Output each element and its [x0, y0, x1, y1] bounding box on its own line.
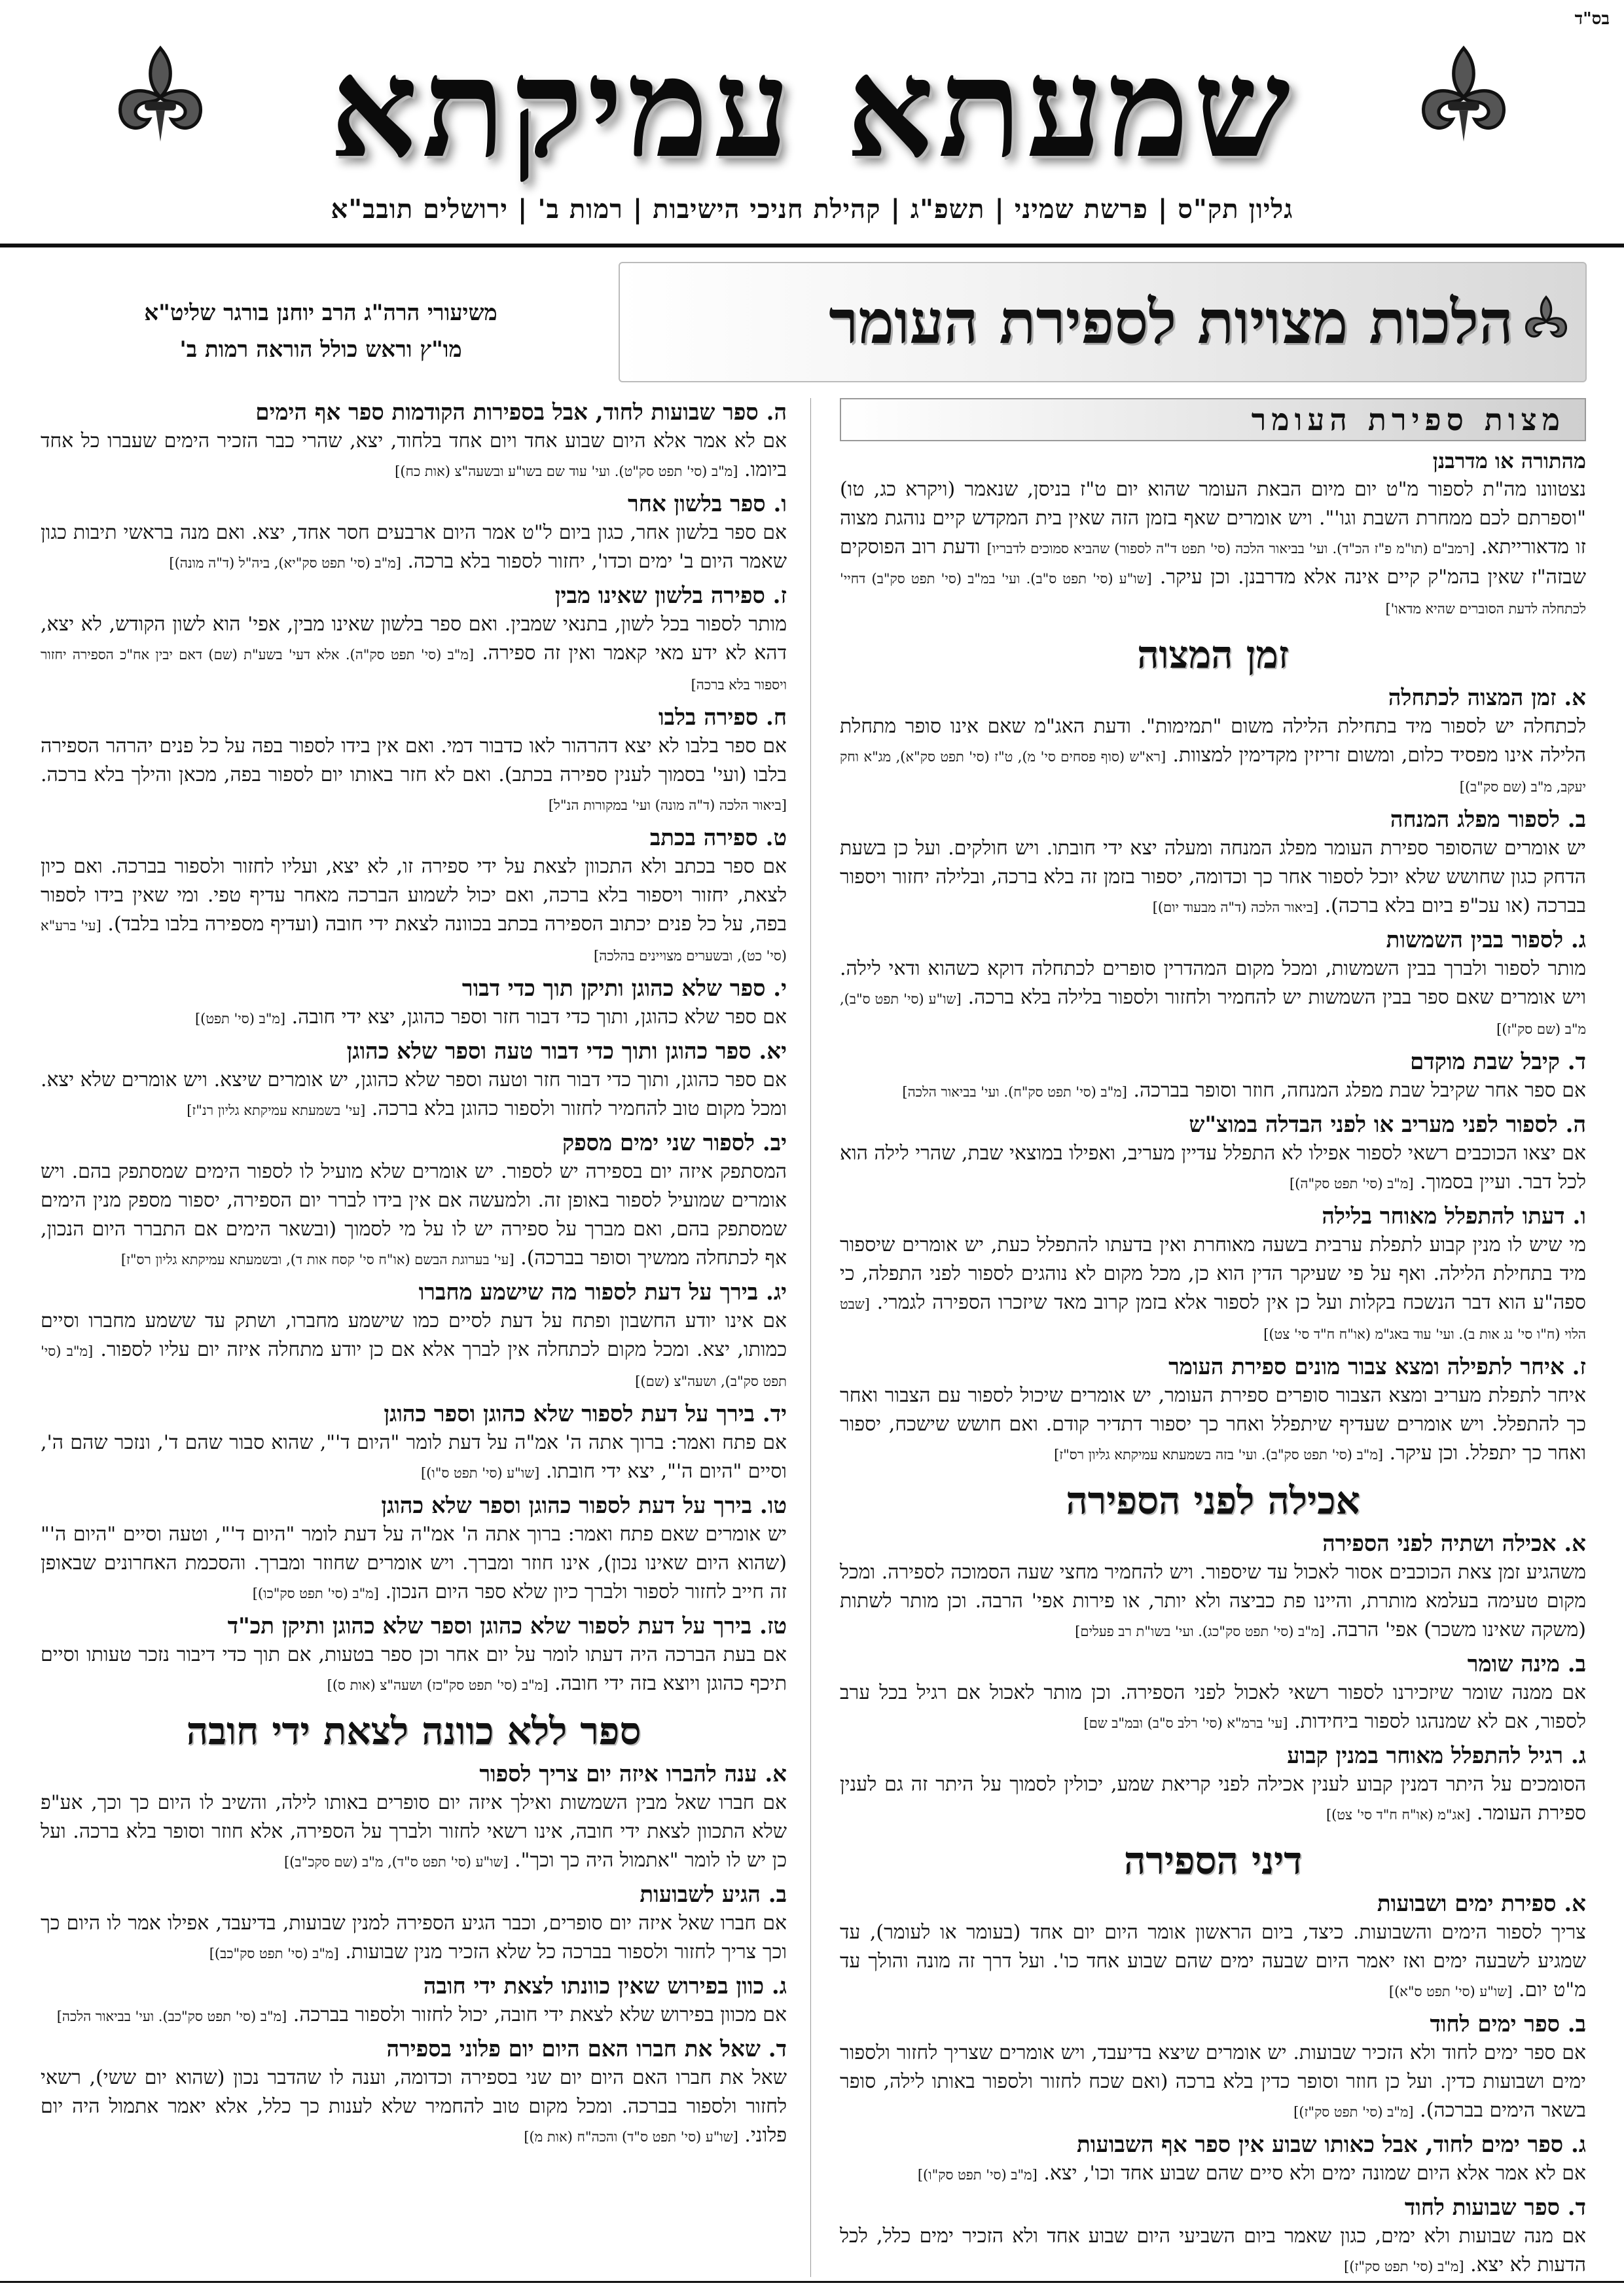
halacha-item: [840, 2130, 1586, 2189]
item-heading: א. ענה להברו איזה יום צריך לספור: [479, 1761, 787, 1787]
source-note: [שו"ע (סי' תפט ס"ד) והכה"ח (אות מ)]: [524, 2129, 738, 2145]
halacha-item: [41, 703, 787, 820]
item-heading: יב. לספור שני ימים מספק: [562, 1130, 787, 1156]
item-text: אם ספר אחר שקיבל שבת מפלג המנחה, חוזר וסופר בברכה.: [1133, 1079, 1586, 1102]
item-heading: ג. רגיל להתפלל מאוחר במנין קבוע: [1287, 1743, 1586, 1769]
source-note: [ביאור הלכה (ד"ה מבעוד יום)]: [1152, 900, 1319, 915]
source-note: [מ"ב (סי' תפט סק"כב). ועי' בביאור הלכה]: [56, 2009, 287, 2024]
item-heading: ד. ספר שבועות לחוד: [1404, 2195, 1586, 2221]
halacha-item: [41, 1612, 787, 1700]
source-note: [מ"ב (סי' תפט)]: [194, 1011, 286, 1027]
issue-info-line: גליון תק"ס | פרשת שמיני | תשפ"ג | קהילת חניכי הישיבות | רמות ב' | ירושלים תובב"א: [331, 194, 1293, 225]
item-text: יש אומרים שאם פתח ואמר: ברוך אתה ה' אמ"ה על דעת לומר "היום ד'", וטעה וסיים "היום ה'" (שהוא היום שאינו נכון), אינו חוזר ומברך. ויש אומרים שחוזר ומברך. והסכמת האחרונים שבאופן זה חייב לחזור לספור ולברך כיון שלא ספר היום הנכון.: [41, 1523, 787, 1603]
item-heading: ג. לספור בבין השמשות: [1386, 927, 1586, 953]
footer-rule: [0, 2281, 1624, 2283]
item-text: הסומכים על היתר דמנין קבוע לענין אכילה לפני קריאת שמע, יכולין לסמוך על היתר זה גם לענין ספירת העומר.: [840, 1773, 1586, 1825]
source-note: [עי' בשמעתא עמיקתא גליון רנ"ז]: [187, 1102, 366, 1118]
item-text: אם מכוון בפירוש שלא לצאת ידי חובה, יכול לחזור ולספור בברכה.: [293, 2003, 787, 2026]
source-note: [שו"ע (סי' תפט ס"ו)]: [420, 1465, 540, 1481]
source-note: [שו"ע (סי' תפט ס"ב), מ"ב (שם סק"ז)]: [840, 991, 1586, 1037]
fleur-ornament-icon: [105, 39, 216, 151]
item-text: אם ספר בכתב ולא התכוון לצאת על ידי ספירה זו, לא יצא, ועליו לחזור ולספור בברכה. ואם כיון לצאת, יחזור ויספור בלא ברכה, ואם יכול לשמוע הברכה מאחר עדיף טפי. ומי שאין בידו לספור בפה, על כל פנים יכתוב הספירה בכתב בכוונה לצאת ידי חובה (ועדיף מספירה בלבו בלבד).: [41, 855, 787, 936]
fleur-ornament-icon: [1519, 293, 1574, 348]
halacha-item: [840, 926, 1586, 1044]
item-heading: ד. שאל את חברו האם היום יום פלוני בספירה: [386, 2036, 787, 2062]
fleur-ornament-icon: [1408, 39, 1519, 151]
item-heading: ב. הגיע לשבועות: [640, 1882, 787, 1908]
masthead: [0, 26, 1624, 190]
source-note: [עי' ברמ"א (סי' רלב ס"ב) ובמ"ב שם]: [1083, 1715, 1288, 1731]
item-text: אם חברו שאל איזה יום סופרים, וכבר הגיע הספירה למנין שבועות, בדיעבד, אפילו אמר לו היום כך וכך צריך לחזור ולספור בברכה כל שלא הזכיר מנין שבועות.: [41, 1912, 787, 1963]
source-note: [מ"ב (סי' תפט סק"כז) ושעה"צ (אות ס)]: [327, 1677, 549, 1693]
header-rule: [0, 244, 1624, 247]
item-text: אם ספר בלשון אחר, כגון ביום ל"ט אמר היום ארבעים חסר אחד, יצא. ואם מנה בראשי תיבות כגון שאמר היום ב' ימים וכדו', יחזור לספור בלא ברכה.: [41, 521, 787, 573]
source-note: [מ"ב (סי' תפט סק"ח). ועי' בביאור הלכה]: [902, 1084, 1127, 1100]
halacha-item: [41, 1972, 787, 2031]
item-heading: ו. דעתו להתפלל מאוחר בלילה: [1322, 1203, 1586, 1230]
halacha-item: [41, 1278, 787, 1396]
halacha-item: [840, 1529, 1586, 1646]
source-note: [מ"ב (סי' תפט סק"ז)]: [1344, 2259, 1464, 2274]
item-heading: י. ספר שלא כהוגן ותיקן תוך כדי דבור: [461, 975, 787, 1002]
halacha-item: [41, 490, 787, 577]
halacha-item: [840, 1353, 1586, 1469]
halacha-item: [41, 974, 787, 1033]
item-text: לכתחלה יש לספור מיד בתחילת הלילה משום "תמימות". ודעת האג"מ שאם אינו סופר מתחלת הלילה אינו מפסיד כלום, ומשום זריזין מקדימין למצוות.: [840, 715, 1586, 767]
source-note: [שו"ע (סי' תפט ס"ד), מ"ב (שם סקכ"ב)]: [284, 1854, 509, 1870]
source-note: [עי' ברע"א (סי' כט), ובשערים מצויינים בהלכה]: [41, 918, 787, 964]
source-note: [ביאור הלכה (ד"ה מונה) ועי' במקורות הנ"ל]: [548, 797, 787, 813]
item-heading: ז. איחר לתפילה ומצא צבור מונים ספירת העומר: [1168, 1354, 1586, 1380]
item-text: אם אינו יודע החשבון ופתח על דעת לסיים כמו שישמע מחברו, ושתק עד ששמע מחברו וסיים כמותו, יצא. ומכל מקום לכתחלה אין לברך אלא אם כן יודע מתחלה איזה יום עליו לספור.: [41, 1309, 787, 1361]
item-text: משהגיע זמן צאת הכוכבים אסור לאכול עד שיספור. ויש להחמיר מחצי שעה הסמוכה לספירה. ומכל מקום טעימה בעלמא מותרת, והיינו פת כביצה ולא יותר, או פירות אפי' הרבה. וכן מותר לשתות (משקה שאינו משכר) אפי' הרבה.: [840, 1561, 1586, 1641]
item-text: אם יצאו הכוכבים רשאי לספור אפילו לא התפלל עדיין מעריב, ואפילו במוצאי שבת, שהרי לילה הוא לכל דבר. ועיין בסמוך.: [840, 1142, 1586, 1194]
source-note: [מ"ב (סי' תפט סק"יא), ביה"ל (ד"ה מונה)]: [169, 555, 401, 571]
source-note: [שו"ע (סי' תפט ס"א)]: [1388, 1984, 1513, 1999]
halacha-item: [840, 805, 1586, 922]
source-note: [שבט הלוי (ח"ו סי' נג אות ב). ועי' עוד באג"מ (או"ח ח"ד סי' צט)]: [840, 1296, 1586, 1342]
item-heading: ג. ספר ימים לחוד, אבל כאותו שבוע אין ספר אף השבועות: [1077, 2132, 1586, 2158]
intro-heading: מהתורה או מדרבנן: [1432, 448, 1586, 473]
halacha-item: [41, 398, 787, 486]
halacha-item: [41, 1760, 787, 1876]
halacha-item: [840, 2193, 1586, 2277]
source-note: [מ"ב (סי' תפט סק"כב)]: [209, 1946, 339, 1961]
byline-role: מו"ץ וראש כולל הוראה רמות ב': [179, 337, 462, 363]
source-note: [מ"ב (סי' תפט סק"ז)]: [1293, 2104, 1414, 2120]
item-text: אם לא אמר אלא היום שבוע אחד ויום אחד בלחוד, יצא, שהרי כבר הזכיר הימים שעברו כל אחד ביומו.: [41, 429, 787, 481]
item-text: צריך לספור הימים והשבועות. כיצד, ביום הראשון אומר היום יום אחד (בעומר או לעומר), עד שמגיע לשבעה ימים ואז יאמר היום שבעה ימים שהם שבוע אחד כו'. ועל דרך זה מונה והולך עד מ"ט יום.: [840, 1921, 1586, 2001]
item-heading: יד. בירך על דעת לספור שלא כהוגן וספר כהוגן: [384, 1401, 787, 1427]
source-note: [עי' בערוגת הבשם (או"ח סי' קסח אות ד), ובשמעתא עמיקתא גליון רס"ז]: [120, 1252, 514, 1267]
halacha-item: [41, 824, 787, 970]
item-text: אם חברו שאל מבין השמשות ואילך איזה יום סופרים באותו לילה, והשיב לו היום כך וכך, אע"פ שלא התכוון לצאת ידי חובה, אינו רשאי לחזור ולברך על הספירה, אלא חוזר וסופר בלא ברכה. ועל כן יש לו לומר "אתמול היה כך וכך".: [41, 1791, 787, 1872]
item-heading: יא. ספר כהוגן ותוך כדי דבור טעה וספר שלא כהוגן: [346, 1038, 787, 1065]
item-text: אם ממנה שומר שיזכירנו לספור רשאי לאכול לפני הספירה. וכן מותר לאכול אם רגיל בכל ערב לספור, אם לא שמנהגו לספור ביחידות.: [840, 1681, 1586, 1733]
source-note: [מ"ב (סי' תפט סק"כג). ועי' בשו"ת רב פעלים]: [1075, 1624, 1325, 1639]
source-note: [מ"ב (סי' תפט סק"ט). ועי' עוד שם בשו"ע ובשעה"צ (אות כח)]: [395, 464, 738, 479]
source-note: [אג"מ (או"ח ח"ד סי' צט)]: [1326, 1807, 1471, 1823]
item-text: אם בעת הברכה היה דעתו לומר על יום אחר וכן ספר בטעות, אם תוך כדי דיבור נזכר טעותו וסיים תיכף כהוגן ויוצא בזה ידי חובה.: [41, 1643, 787, 1695]
section-title: זמן המצוה: [1137, 632, 1289, 677]
item-text: אם לא אמר אלא היום שמונה ימים ולא סיים שהם שבוע אחד וכו', יצא.: [1043, 2162, 1586, 2185]
halacha-item: [840, 1048, 1586, 1106]
item-text: מי שיש לו מנין קבוע לתפלת ערבית בשעה מאוחרת ואין בדעתו להתפלל כעת, יש אומרים שיספור מיד בתחילת הלילה. ואף על פי שעיקר הדין הוא כן, מכל מקום לא נוהגים לספור לפני התפלה, כי ספה"ע הוא דבר הנשכח בקלות ועל כן אין לספור אלא בזמן קרוב מאד שיזכרו הספירה לגמרי.: [840, 1233, 1586, 1314]
halacha-item: [41, 2035, 787, 2151]
item-heading: ד. קיבל שבת מוקדם: [1410, 1049, 1586, 1075]
bsd-mark: בס"ד: [1574, 9, 1610, 29]
halacha-item: [840, 1110, 1586, 1198]
masthead-title: שמעתא עמיקתא: [329, 27, 1295, 189]
source-note: [מ"ב (סי' תפט סק"כו)]: [252, 1586, 379, 1601]
source-note: [מ"ב (סי' תפט סק"ה). אלא דעי' בשע"ת (שם) דאם יבין אח"כ הספירה יחזור ויספור בלא ברכה]: [41, 647, 787, 693]
halacha-item: [840, 1650, 1586, 1738]
intro-text-2: ודעת רוב הפוסקים שבזה"ז שאין בהמ"ק קיים אינה אלא מדרבנן. וכן עיקר.: [840, 536, 1586, 589]
source-note: [שו"ע (סי' תפט ס"ב). ועי' במ"ב (סי' תפט סק"ב) דחיי' לכתחלה לדעת הסוברים שהיא מדאו']: [840, 571, 1586, 617]
item-text: אם ספר כהוגן, ותוך כדי דבור חזר וטעה וספר שלא כהוגן, יש אומרים שיצא. ויש אומרים שלא יצא. ומכל מקום טוב להחמיר לחזור ולספור כהוגן בלא ברכה.: [41, 1068, 787, 1120]
right-column: [840, 398, 1586, 2277]
source-note: [רמב"ם (תו"מ פ"ז הכ"ד). ועי' בביאור הלכה (סי' תפט ד"ה לספור) שהביא סמוכים לדבריו]: [986, 541, 1475, 556]
left-column: [41, 398, 787, 2277]
halacha-item: [41, 1491, 787, 1608]
item-heading: ה. לספור לפני מעריב או לפני הבדלה במוצ"ש: [1189, 1112, 1586, 1138]
item-heading: טז. בירך על דעת לספור שלא כהוגן וספר שלא כהוגן ותיקן תכ"ד: [227, 1613, 787, 1639]
halacha-item: [840, 1889, 1586, 2006]
item-text: המסתפק איזה יום בספירה יש לספור. יש אומרים שלא מועיל לו לספור הימים שמסתפק בהם. ויש אומרים שמועיל לספור באופן זה. ולמעשה אם אין בידו לברר יום הספירה, יספור מספק מנין הימים שמסתפק בהם, ואם מברך על ספירה יש לו על מי לסמוך (ובשאר הימים אם התברר היום הנכון, אף לכתחלה ממשיך וסופר בברכה).: [41, 1160, 787, 1269]
item-heading: ב. ספר ימים לחוד: [1430, 2011, 1586, 2037]
section-box-title: מצות ספירת העומר: [840, 398, 1586, 441]
item-heading: ו. ספר בלשון אחר: [628, 491, 787, 517]
halacha-item: [840, 2010, 1586, 2126]
halacha-item: [840, 1202, 1586, 1349]
item-text: אם פתח ואמר: ברוך אתה ה' אמ"ה על דעת לומר "היום ד'", שהוא סבור שהם ד', ונזכר שהם ה', וסיים "היום ה'", יצא ידי חובתו.: [41, 1431, 787, 1483]
headline-banner: [619, 262, 1587, 382]
item-heading: טו. בירך על דעת לספור כהוגן וספר שלא כהוגן: [381, 1493, 787, 1519]
item-heading: ה. ספר שבועות לחוד, אבל בספירות הקודמות ספר אף הימים: [255, 399, 787, 426]
item-text: אם ספר בלבו לא יצא דהרהור לאו כדבור דמי. ואם אין בידו לספור בפה על כל פנים יהרהר הספירה בלבו (ועי' בסמוך לענין ספירה בכתב). ואם לא חזר באותו יום לספור בפה, מכאן והילך בלא ברכה.: [41, 735, 787, 786]
item-heading: ב. מינה שומר: [1467, 1651, 1586, 1677]
intro-block: [840, 446, 1586, 623]
source-note: [מ"ב (סי' תפט סק"ב), ושעה"צ (שם)]: [41, 1343, 787, 1389]
halacha-item: [41, 1129, 787, 1274]
source-note: [מ"ב (סי' תפט סק"ב). ועי' בזה בשמעתא עמיקתא גליון רס"ז]: [1054, 1447, 1384, 1463]
item-text: אם ספר ימים לחוד ולא הזכיר שבועות. יש אומרים שיצא בדיעבד, ויש אומרים שצריך לחזור ולספור ימים ושבועות כדין. ועל כן חוזר וסופר כדין בלא ברכה (ואם שכח לחזור ולספור באותו לילה, סופר בשאר הימים בברכה).: [840, 2041, 1586, 2122]
byline-author: משיעורי הרה"ג הרב יוחנן בורגר שליט"א: [144, 300, 497, 326]
halacha-item: [840, 683, 1586, 801]
item-heading: א. זמן המצוה לכתחלה: [1388, 685, 1586, 711]
column-divider: [810, 398, 811, 2277]
halacha-item: [41, 581, 787, 699]
item-text: יש אומרים שהסופר ספירת העומר מפלג המנחה ומעלה יצא ידי חובתו. ויש חולקים. ועל כן בשעת הדחק כגון שחושש שלא יוכל לספור אחר כך וכדומה, יספור בזמן זה בלא ברכה, ובלילה יחזור ויספור בברכה (או עכ"פ ביום בלא ברכה).: [840, 837, 1586, 917]
item-heading: א. אכילה ושתיה לפני הספירה: [1322, 1531, 1586, 1557]
halacha-item: [840, 1741, 1586, 1829]
section-title: ספר ללא כוונה לצאת ידי חובה: [186, 1709, 641, 1753]
item-text: שאל את חברו האם היום יום שני בספירה וכדומה, וענה לו שהדבר נכון (שהוא יום ששי), רשאי לחזור ולספור בברכה. ומכל מקום טוב להחמיר שלא לענות כך כלל, אלא יאמר אתמול היה יום פלוני.: [41, 2066, 787, 2147]
item-heading: ז. ספירה בלשון שאינו מבין: [554, 583, 787, 609]
item-text: מותר לספור ולברך בבין השמשות, ומכל מקום המהדרין סופרים לכתחלה דוקא כשהוא ודאי לילה. ויש אומרים שאם ספר בבין השמשות יש להחמיר ולחזור ולספור בלילה בלא ברכה.: [840, 957, 1586, 1009]
halacha-item: [41, 1880, 787, 1968]
section-title: דיני הספירה: [1123, 1838, 1303, 1883]
item-heading: ט. ספירה בכתב: [649, 825, 787, 851]
item-text: איחר לתפלת מעריב ומצא הצבור סופרים ספירת העומר, יש אומרים שיכול לספור עם הצבור ואחר כך להתפלל. ויש אומרים שעדיף שיתפלל ואחר כך יספור דתדיר קודם. ואם חושש שישכח, יספור ואחר כך יתפלל. וכן עיקר.: [840, 1384, 1586, 1465]
item-heading: יג. בירך על דעת לספור מה שישמע מחברו: [418, 1279, 787, 1305]
source-note: [מ"ב (סי' תפט סק"ו)]: [917, 2167, 1038, 2183]
source-note: [מ"ב (סי' תפט סק"ה)]: [1289, 1176, 1414, 1192]
item-text: אם מנה שבועות ולא ימים, כגון שאמר ביום השביעי היום שבוע אחד ולא הזכיר ימים כלל, לכל הדעות לא יצא.: [840, 2225, 1586, 2276]
section-title: אכילה לפני הספירה: [1066, 1478, 1360, 1523]
item-text: אם ספר שלא כהוגן, ותוך כדי דבור חזר וספר כהוגן, יצא ידי חובה.: [291, 1006, 787, 1029]
item-heading: ב. לספור מפלג המנחה: [1390, 807, 1586, 833]
intro-text: נצטוונו מה"ת לספור מ"ט יום מיום הבאת העומר שהוא יום ט"ז בניסן, שנאמר (ויקרא כג, טו) "וספרתם לכם ממחרת השבת וגו'". ויש אומרים שאף בזמן הזה שאין בית המקדש קיים נוהגת מצוה זו מדאורייתא.: [840, 478, 1586, 558]
item-heading: ג. כוון בפירוש שאין כוונתו לצאת ידי חובה: [423, 1973, 787, 1999]
item-text: מותר לספור בכל לשון, בתנאי שמבין. ואם ספר בלשון שאינו מבין, אפי' הוא לשון הקודש, לא יצא, דהא לא ידע מאי קאמר ואין זה ספירה.: [41, 613, 787, 665]
item-heading: ח. ספירה בלבו: [658, 704, 787, 731]
item-heading: א. ספירת ימים ושבועות: [1377, 1891, 1586, 1917]
headline-title: הלכות מצויות לספירת העומר: [829, 287, 1513, 357]
halacha-item: [41, 1400, 787, 1487]
halacha-item: [41, 1037, 787, 1125]
byline: [39, 295, 602, 368]
source-note: [רא"ש (סוף פסחים סי' מ), ט"ז (סי' תפט סק"א), מג"א וחק יעקב, מ"ב (שם סק"ב)]: [840, 749, 1586, 795]
